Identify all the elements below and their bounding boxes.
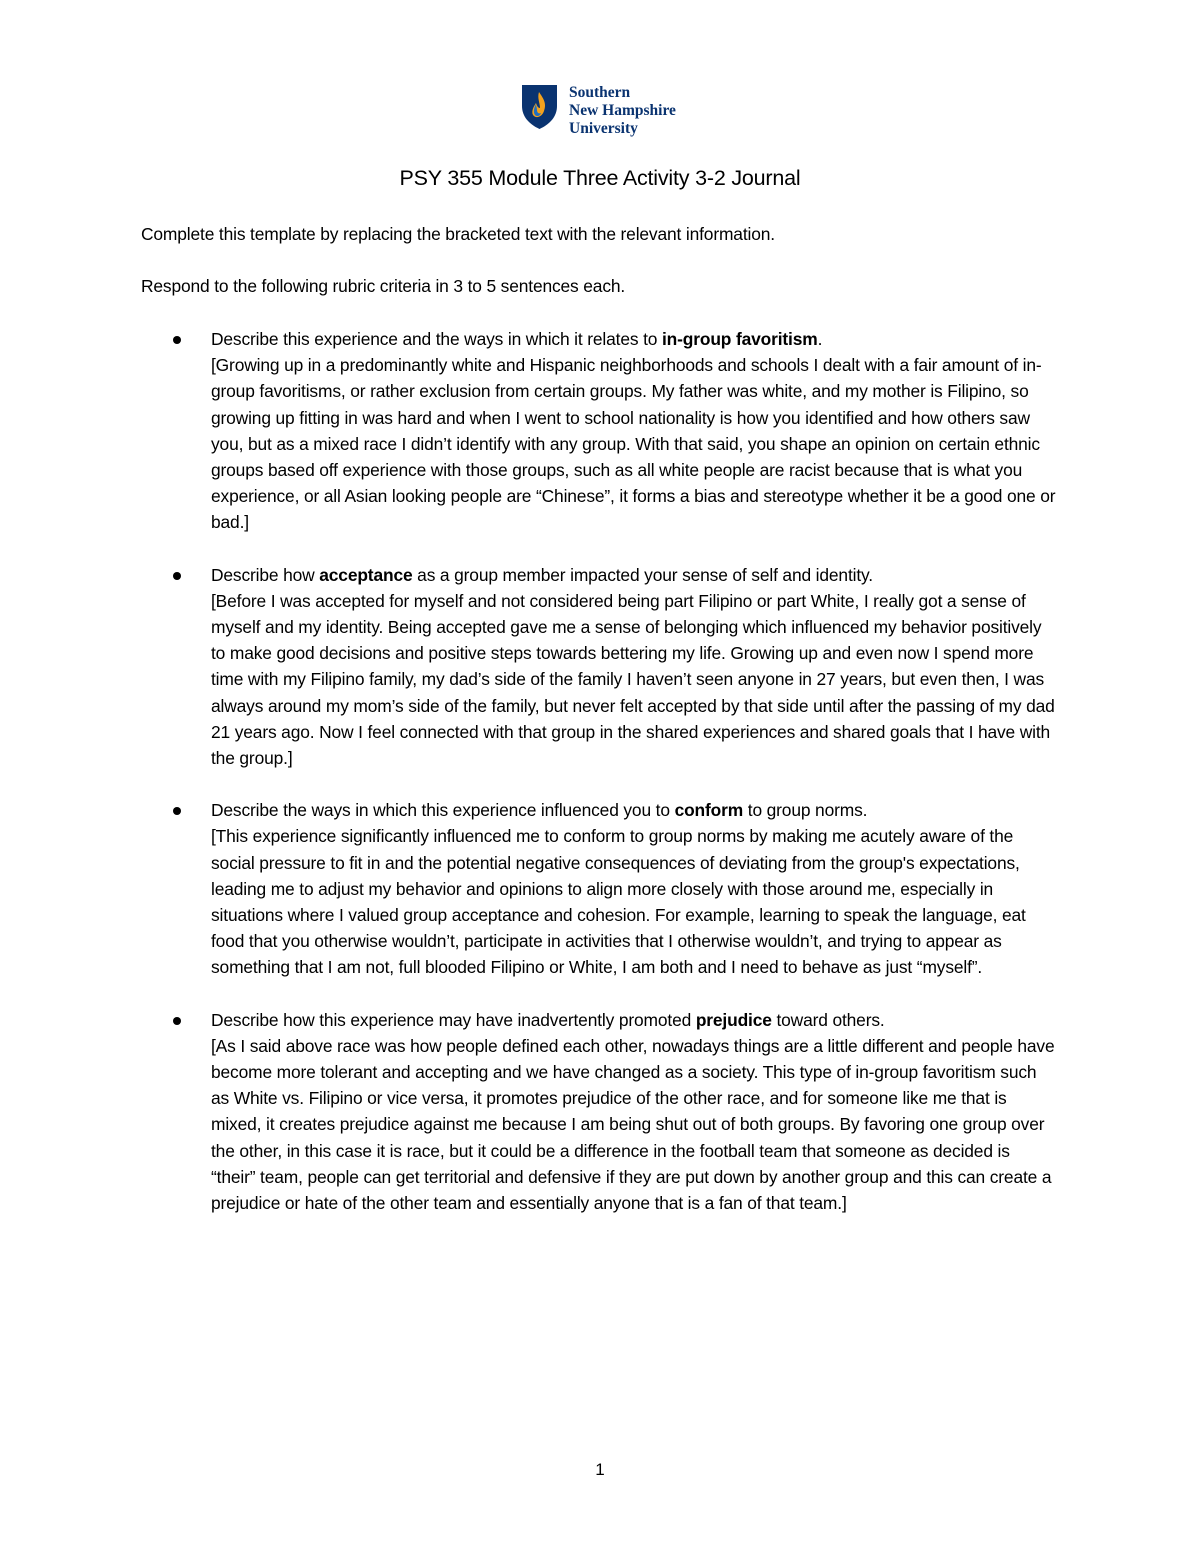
- rubric-prompt: [211, 797, 1056, 823]
- prompt-text-end: to group norms.: [743, 800, 868, 821]
- rubric-answer: [Growing up in a predominantly white and Hispanic neighborhoods and schools I dealt with a fair amount of in-group favoritisms, or rather exclusion from certain groups. My father was white, and my mother is Filipino, so growing up fitting in was hard and when I went to school nationality is how you identified and how others saw you, but as a mixed race I didn’t identify with any group. With that said, you shape an opinion on certain ethnic groups based off experience with those groups, such as all white people are racist because that is what you experience, or all Asian looking people are “Chinese”, it forms a bias and stereotype whether it be a good one or bad.]: [211, 355, 1056, 533]
- rubric-item-acceptance: [0, 562, 1200, 772]
- rubric-answer: [As I said above race was how people defined each other, nowadays things are a little different and people have become more tolerant and accepting and we have changed as a society. This type of in-group favoritism such as White vs. Filipino or vice versa, it promotes prejudice of the other race, and for someone like me that is mixed, it creates prejudice against me because I am being shut out of both groups. By favoring one group over the other, in this case it is race, but it could be a difference in the football team that someone as decided is “their” team, people can get territorial and defensive if they are put down by another group and this can create a prejudice or hate of the other team and essentially anyone that is a fan of that team.]: [211, 1035, 1055, 1214]
- prompt-keyword: in-group favoritism: [661, 329, 818, 349]
- snhu-shield-icon: [521, 84, 558, 130]
- rubric-prompt: [211, 1007, 1056, 1033]
- prompt-keyword: conform: [674, 800, 744, 821]
- prompt-text: Describe this experience and the ways in which it relates to: [211, 329, 662, 349]
- rubric-answer: [This experience significantly influenced me to conform to group norms by making me acutely aware of the social pressure to fit in and the potential negative consequences of deviating from the group's expectations, leading me to adjust my behavior and opinions to align more closely with those around me, especially in situations where I valued group acceptance and cohesion. For example, learning to speak the language, eat food that you otherwise wouldn’t, participate in activities that I otherwise wouldn’t, and trying to appear as something that I am not, full blooded Filipino or White, I am both and I need to behave as just “myself”.: [211, 826, 1026, 978]
- rubric-answer: [Before I was accepted for myself and not considered being part Filipino or part White, I really got a sense of myself and my identity. Being accepted gave me a sense of belonging which influenced my behavior positively to make good decisions and positive steps towards bettering my life. Growing up and even now I spend more time with my Filipino family, my dad’s side of the family I haven’t seen anyone in 27 years, but even then, I was always around my mom’s side of the family, but never felt accepted by that side until after the passing of my dad 21 years ago. Now I feel connected with that group in the shared experiences and shared goals that I have with the group.]: [211, 590, 1055, 769]
- prompt-text-end: .: [817, 329, 823, 349]
- rubric-prompt: [211, 562, 1056, 588]
- page-number: 1: [595, 1460, 605, 1479]
- bullet-icon: [173, 336, 181, 344]
- prompt-text-end: toward others.: [771, 1009, 885, 1030]
- bullet-icon: [173, 1017, 181, 1025]
- intro-rubric-note: Respond to the following rubric criteria in 3 to 5 sentences each.: [141, 276, 626, 296]
- rubric-list: [0, 326, 1200, 1242]
- prompt-text: Describe how: [211, 564, 320, 585]
- prompt-text: Describe the ways in which this experience influenced you to: [211, 800, 675, 821]
- logo-line-southern: Southern: [569, 84, 631, 101]
- intro-instruction: Complete this template by replacing the bracketed text with the relevant information.: [141, 224, 775, 244]
- prompt-keyword: prejudice: [695, 1009, 772, 1030]
- bullet-icon: [173, 807, 181, 815]
- prompt-keyword: acceptance: [319, 564, 413, 585]
- rubric-prompt: [211, 326, 1056, 352]
- logo-line-new-hampshire: New Hampshire: [569, 102, 676, 119]
- prompt-text-end: as a group member impacted your sense of self and identity.: [412, 564, 873, 585]
- logo-line-university: University: [569, 120, 638, 137]
- bullet-icon: [173, 572, 181, 580]
- rubric-item-prejudice: [0, 1007, 1200, 1217]
- logo-wordmark: [569, 84, 676, 138]
- snhu-logo: [521, 84, 676, 138]
- page-title: PSY 355 Module Three Activity 3-2 Journal: [399, 166, 801, 190]
- prompt-text: Describe how this experience may have inadvertently promoted: [211, 1009, 696, 1030]
- rubric-item-conform: [0, 797, 1200, 980]
- rubric-item-in-group-favoritism: [0, 326, 1200, 536]
